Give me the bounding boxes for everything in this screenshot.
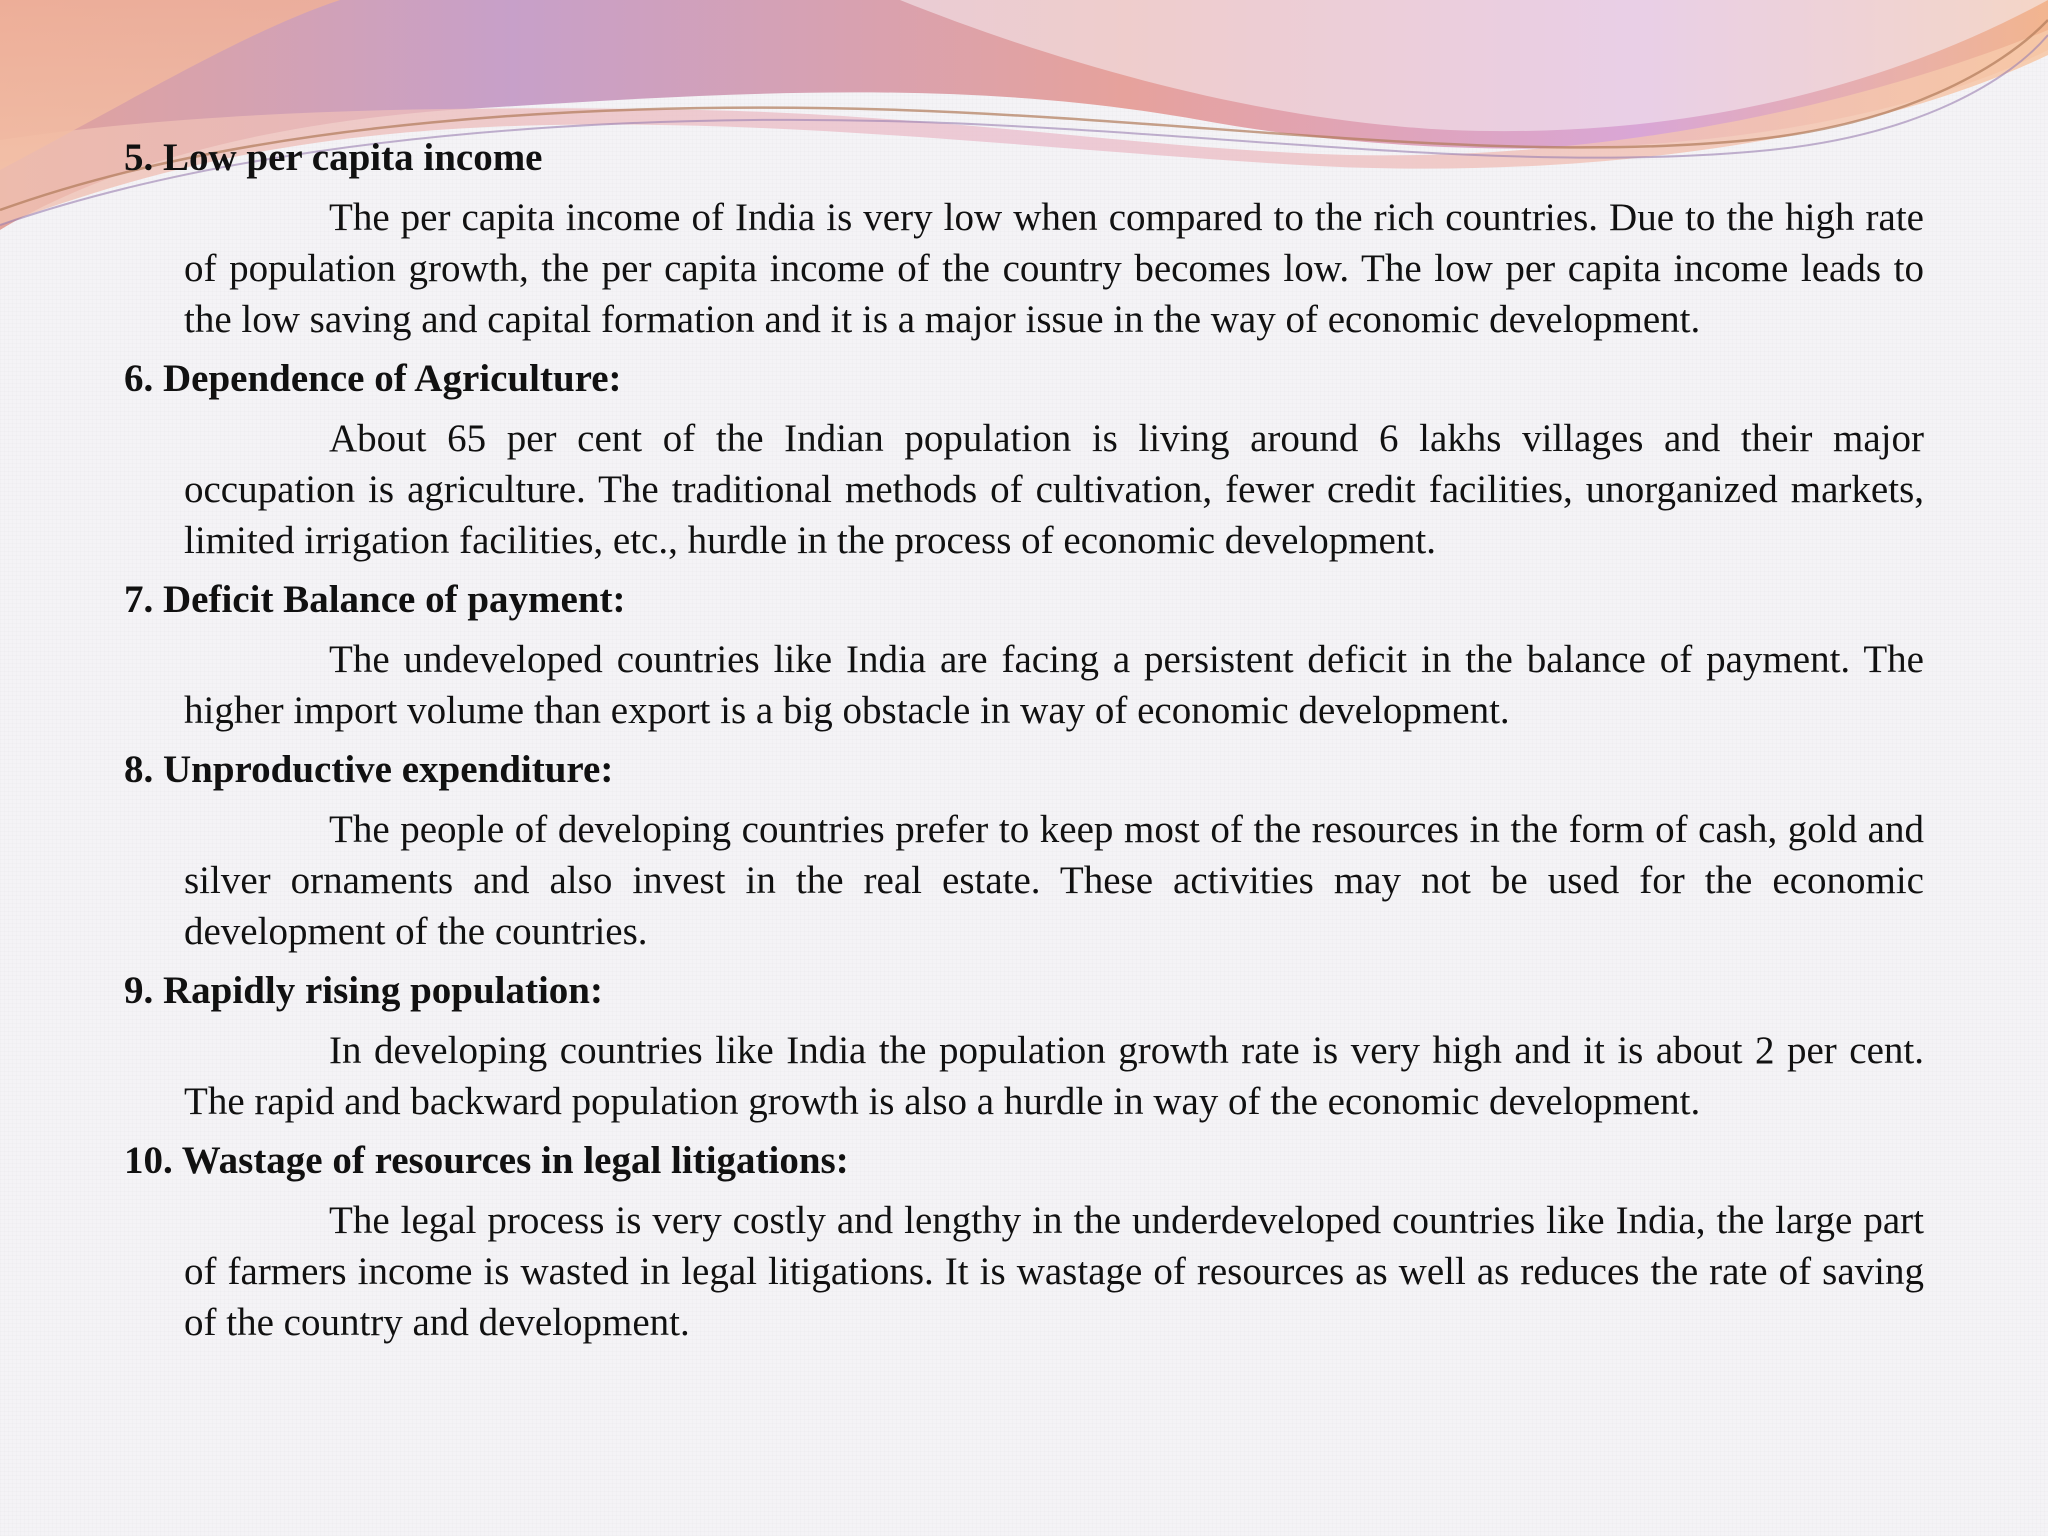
- section-heading: 8. Unproductive expenditure:: [124, 748, 614, 791]
- section-body: About 65 per cent of the Indian population is living around 6 lakhs villages and their major occupation is agriculture. The traditional methods of cultivation, fewer credit facilities, unorganized markets, limited irrigation facilities, etc., hurdle in the process of economic development.: [184, 417, 1924, 562]
- section-body: In developing countries like India the population growth rate is very high and it is about 2 per cent. The rapid and backward population growth is also a hurdle in way of the economic development.: [184, 1029, 1924, 1123]
- slide-content: [124, 132, 1924, 1356]
- section-body: The per capita income of India is very low when compared to the rich countries. Due to the high rate of population growth, the per capita income of the country becomes low. The low per capita income leads to the low saving and capital formation and it is a major issue in the way of economic development.: [184, 196, 1924, 341]
- section-heading: 6. Dependence of Agriculture:: [124, 357, 622, 400]
- section-body: The legal process is very costly and lengthy in the underdeveloped countries like India, the large part of farmers income is wasted in legal litigations. It is wastage of resources as well as reduces the rate of saving of the country and development.: [184, 1199, 1924, 1344]
- section-heading: 5. Low per capita income: [124, 136, 543, 179]
- section-unproductive-expenditure: [124, 744, 1924, 957]
- section-body: The people of developing countries prefer to keep most of the resources in the form of cash, gold and silver ornaments and also invest in the real estate. These activities may not be used for the economic development of the countries.: [184, 808, 1924, 953]
- section-body: The undeveloped countries like India are facing a persistent deficit in the balance of payment. The higher import volume than export is a big obstacle in way of economic development.: [184, 638, 1924, 732]
- section-dependence-of-agriculture: [124, 353, 1924, 566]
- section-rapidly-rising-population: [124, 965, 1924, 1127]
- section-heading: 10. Wastage of resources in legal litigations:: [124, 1139, 849, 1182]
- section-heading: 7. Deficit Balance of payment:: [124, 578, 626, 621]
- section-low-per-capita-income: [124, 132, 1924, 345]
- section-wastage-of-resources: [124, 1135, 1924, 1348]
- section-deficit-balance-of-payment: [124, 574, 1924, 736]
- section-heading: 9. Rapidly rising population:: [124, 969, 603, 1012]
